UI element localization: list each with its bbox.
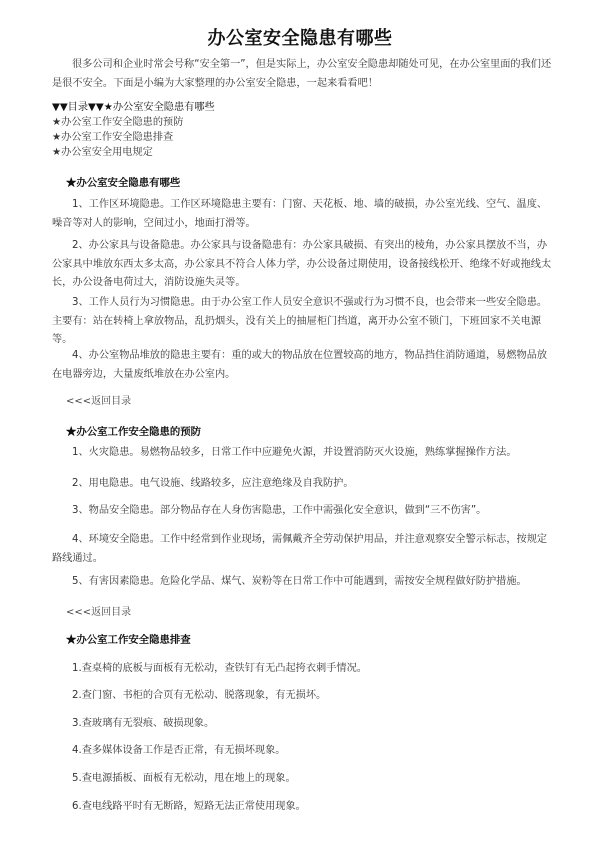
toc-item[interactable]: ★办公室工作安全隐患的预防 xyxy=(52,117,184,128)
page-title: 办公室安全隐患有哪些 xyxy=(207,28,393,49)
section-paragraph: 1、火灾隐患。易燃物品较多，日常工作中应避免火源，并设置消防灭火设施，熟练掌握操作方法。 xyxy=(72,447,517,458)
section-paragraph: 3、工作人员行为习惯隐患。由于办公室工作人员安全意识不强或行为习惯不良，也会带来一些安全隐患。主要有：站在转椅上拿放物品，乱扔烟头，没有关上的抽屉柜门挡道，离开办公室不锁门，下班回家不关电源等。 xyxy=(52,297,548,345)
table-of-contents xyxy=(52,100,552,160)
checklist-item: 4.查多媒体设备工作是否正常，有无损坏现象。 xyxy=(72,745,286,756)
section-paragraph: 4、环境安全隐患。工作中经常到作业现场，需佩戴齐全劳动保护用品，并注意观察安全警示标志，按规定路线通过。 xyxy=(52,534,548,564)
checklist-item: 3.查玻璃有无裂痕、破损现象。 xyxy=(72,718,215,729)
section-heading: ★办公室工作安全隐患排查 xyxy=(66,634,191,646)
toc-item[interactable]: ★办公室工作安全隐患排查 xyxy=(52,132,174,143)
checklist-item: 1.查桌椅的底板与面板有无松动，查铁钉有无凸起挎衣刺手情况。 xyxy=(72,663,367,674)
checklist-item: 2.查门窗、书柜的合页有无松动、脱落现象，有无损坏。 xyxy=(72,690,327,701)
section-paragraph: 2、办公家具与设备隐患。办公家具与设备隐患有：办公家具破损、有突出的棱角，办公家具摆放不当，办公家具中堆放东西太多太高，办公家具不符合人体力学，办公设备过期使用，设备接线松开、绝缘不好或拖线太长，办公设备电荷过大，消防设施失灵等。 xyxy=(52,240,552,288)
section-heading: ★办公室安全隐患有哪些 xyxy=(66,177,181,189)
checklist-item: 6.查电线路平时有无断路，短路无法正常使用现象。 xyxy=(72,801,306,812)
section-heading: ★办公室工作安全隐患的预防 xyxy=(66,426,202,438)
section-paragraph: 4、办公室物品堆放的隐患主要有：重的或大的物品放在位置较高的地方，物品挡住消防通道，易燃物品放在电器旁边，大量废纸堆放在办公室内。 xyxy=(52,350,548,380)
toc-item[interactable]: ★办公室安全用电规定 xyxy=(52,147,153,158)
checklist-item: 5.查电源插板、面板有无松动，甩在地上的现象。 xyxy=(72,773,296,784)
section-paragraph: 1、工作区环境隐患。工作区环境隐患主要有：门窗、天花板、地、墙的破损，办公室光线、空气、温度、噪音等对人的影响，空间过小，地面打滑等。 xyxy=(52,199,548,229)
back-to-toc-link[interactable]: <<<返回目录 xyxy=(66,396,132,407)
section-paragraph: 3、物品安全隐患。部分物品存在人身伤害隐患，工作中需强化安全意识，做到“三不伤害”。 xyxy=(72,505,487,516)
section-paragraph: 5、有害因素隐患。危险化学品、煤气、炭粉等在日常工作中可能遇到，需按安全规程做好防护措施。 xyxy=(72,576,527,587)
toc-header[interactable]: ▼▼目录▼▼★办公室安全隐患有哪些 xyxy=(52,102,215,113)
intro-paragraph: 很多公司和企业时常会号称“安全第一”，但是实际上，办公室安全隐患却随处可见，在办公室里面的我们还是很不安全。下面是小编为大家整理的办公室安全隐患，一起来看看吧！ xyxy=(52,59,552,89)
section-paragraph: 2、用电隐患。电气设施、线路较多，应注意绝缘及自我防护。 xyxy=(72,478,354,489)
back-to-toc-link[interactable]: <<<返回目录 xyxy=(66,607,132,618)
